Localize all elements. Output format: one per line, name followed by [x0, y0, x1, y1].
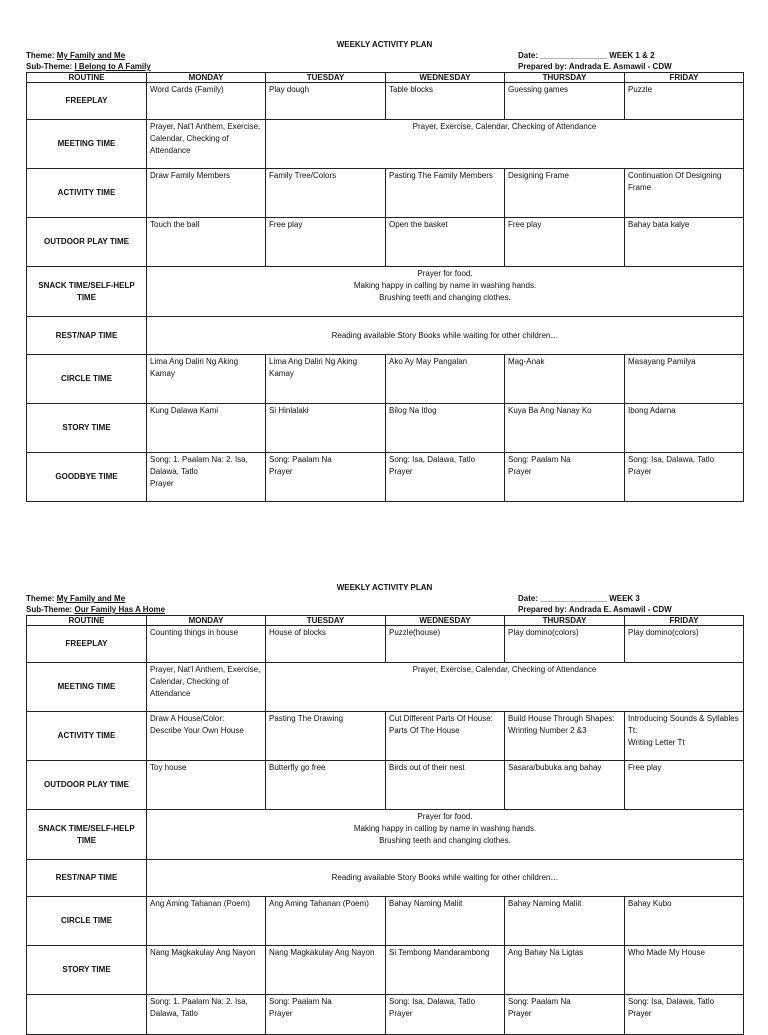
col-friday: FRIDAY	[625, 73, 744, 83]
table-row-rest	[27, 860, 744, 897]
col-wednesday: WEDNESDAY	[386, 73, 505, 83]
cell-wednesday	[386, 712, 505, 761]
cell-line: Wrinting Number 2 &3	[508, 726, 587, 735]
theme-value: My Family and Me	[56, 51, 126, 60]
cell-monday: Ang Aming Tahanan (Poem)	[147, 897, 266, 946]
cell-tuesday: Si Hinlalaki	[266, 404, 386, 453]
routine-cell: ACTIVITY TIME	[27, 169, 147, 218]
table-row-story	[27, 946, 744, 995]
subtheme-label: Sub-Theme:	[26, 605, 73, 614]
song-line: Song: Isa, Dalawa, Tatlo	[389, 997, 476, 1006]
snack-line: Brushing teeth and changing clothes.	[379, 293, 511, 302]
col-routine: ROUTINE	[27, 616, 147, 626]
song-line: Song: Paalam Na	[508, 455, 571, 464]
subtheme-value: I Belong to A Family	[74, 62, 151, 71]
subtheme-line	[26, 61, 151, 72]
routine-cell: STORY TIME	[27, 946, 147, 995]
cell-tuesday	[266, 712, 386, 761]
prayer-line: Prayer	[269, 1009, 293, 1018]
cell-all-days: Reading available Story Books while waiting for other children…	[147, 860, 744, 897]
routine-cell: FREEPLAY	[27, 83, 147, 120]
plan-header	[26, 50, 743, 72]
subtheme-line	[26, 604, 165, 615]
song-line: Song: Paalam Na	[508, 997, 571, 1006]
schedule-table	[26, 72, 744, 502]
prayer-line: Prayer	[389, 1009, 413, 1018]
cell-line: Build House Through Shapes:	[508, 714, 615, 723]
col-monday: MONDAY	[147, 616, 266, 626]
cell-line: Introducing Sounds & Syllables Tt:	[628, 714, 739, 735]
col-tuesday: TUESDAY	[266, 616, 386, 626]
cell-thursday: Play domino(colors)	[505, 626, 625, 663]
snack-line: Prayer for food.	[417, 269, 473, 278]
routine-cell: SNACK TIME/SELF-HELP TIME	[27, 267, 147, 317]
cell-all-days: Reading available Story Books while waiting for other children…	[147, 317, 744, 355]
table-row-goodbye	[27, 995, 744, 1035]
song-line: Song: 1. Paalam Na: 2. Isa, Dalawa, Tatlo	[150, 997, 248, 1018]
prayer-line: Prayer	[150, 479, 174, 488]
col-monday: MONDAY	[147, 73, 266, 83]
cell-thursday: Bahay Naming Maliit	[505, 897, 625, 946]
song-line: Song: Paalam Na	[269, 997, 332, 1006]
cell-monday: Prayer, Nat’l Anthem, Exercise, Calendar, Checking of Attendance	[147, 663, 266, 712]
cell-line: Pasting The Drawing	[269, 714, 344, 723]
cell-tuesday: Play dough	[266, 83, 386, 120]
theme-label: Theme:	[26, 51, 55, 60]
routine-cell: CIRCLE TIME	[27, 355, 147, 404]
table-row-snack	[27, 267, 744, 317]
cell-monday	[147, 995, 266, 1035]
song-line: Song: Isa, Dalawa, Tatlo	[389, 455, 476, 464]
cell-tuesday: Free play	[266, 218, 386, 267]
song-line: Song: 1. Paalam Na: 2. Isa, Dalawa, Tatlo	[150, 455, 248, 476]
cell-monday	[147, 712, 266, 761]
cell-thursday: Sasara/bubuka ang bahay	[505, 761, 625, 810]
routine-cell	[27, 995, 147, 1035]
plan-title: WEEKLY ACTIVITY PLAN	[336, 583, 433, 592]
cell-tuesday: Nang Magkakulay Ang Nayon	[266, 946, 386, 995]
cell-friday: Bahay bata kalye	[625, 218, 744, 267]
cell-all-days	[147, 267, 744, 317]
cell-monday: Prayer, Nat’l Anthem, Exercise, Calendar, Checking of Attendance	[147, 120, 266, 169]
col-thursday: THURSDAY	[505, 616, 625, 626]
cell-monday: Draw Family Members	[147, 169, 266, 218]
cell-wednesday: Pasting The Family Members	[386, 169, 505, 218]
routine-cell: REST/NAP TIME	[27, 317, 147, 355]
routine-cell: REST/NAP TIME	[27, 860, 147, 897]
cell-tuesday: Lima Ang Daliri Ng Aking Kamay	[266, 355, 386, 404]
cell-friday	[625, 712, 744, 761]
routine-cell: SNACK TIME/SELF-HELP TIME	[27, 810, 147, 860]
cell-wednesday: Table blocks	[386, 83, 505, 120]
theme-label: Theme:	[26, 594, 55, 603]
theme-line	[26, 50, 125, 61]
theme-value: My Family and Me	[56, 594, 126, 603]
col-thursday: THURSDAY	[505, 73, 625, 83]
cell-tuesday	[266, 995, 386, 1035]
cell-friday: Bahay Kubo	[625, 897, 744, 946]
table-row-activity	[27, 169, 744, 218]
cell-wednesday	[386, 453, 505, 502]
cell-thursday	[505, 453, 625, 502]
table-row-freeplay	[27, 83, 744, 120]
table-header-row	[27, 73, 744, 83]
table-row-goodbye	[27, 453, 744, 502]
theme-line	[26, 593, 125, 604]
table-row-outdoor	[27, 761, 744, 810]
cell-thursday: Guessing games	[505, 83, 625, 120]
routine-cell: ACTIVITY TIME	[27, 712, 147, 761]
table-row-activity	[27, 712, 744, 761]
cell-monday: Counting things in house	[147, 626, 266, 663]
table-row-circle	[27, 355, 744, 404]
table-header-row	[27, 616, 744, 626]
plan-title: WEEKLY ACTIVITY PLAN	[336, 40, 433, 49]
cell-all-days	[147, 810, 744, 860]
cell-tue-fri: Prayer, Exercise, Calendar, Checking of Attendance	[266, 663, 744, 712]
subtheme-value: Our Family Has A Home	[74, 605, 166, 614]
cell-tuesday: Butterfly go free	[266, 761, 386, 810]
prayer-line: Prayer	[628, 1009, 652, 1018]
table-row-freeplay	[27, 626, 744, 663]
cell-tue-fri: Prayer, Exercise, Calendar, Checking of Attendance	[266, 120, 744, 169]
cell-thursday: Designing Frame	[505, 169, 625, 218]
snack-line: Prayer for food.	[417, 812, 473, 821]
cell-thursday	[505, 712, 625, 761]
routine-cell: OUTDOOR PLAY TIME	[27, 761, 147, 810]
table-row-story	[27, 404, 744, 453]
cell-wednesday: Open the basket	[386, 218, 505, 267]
table-row-circle	[27, 897, 744, 946]
table-row-outdoor	[27, 218, 744, 267]
cell-monday: Word Cards (Family)	[147, 83, 266, 120]
cell-friday: Puzzle	[625, 83, 744, 120]
plan-header	[26, 593, 743, 615]
cell-wednesday: Si Tembong Mandarambong	[386, 946, 505, 995]
prayer-line: Prayer	[508, 1009, 532, 1018]
cell-monday	[147, 453, 266, 502]
cell-thursday: Kuya Ba Ang Nanay Ko	[505, 404, 625, 453]
cell-thursday: Ang Bahay Na Ligtas	[505, 946, 625, 995]
cell-tuesday: House of blocks	[266, 626, 386, 663]
cell-line: Writing Letter Tt	[628, 738, 685, 747]
routine-cell: STORY TIME	[27, 404, 147, 453]
snack-line: Brushing teeth and changing clothes.	[379, 836, 511, 845]
cell-monday: Touch the ball	[147, 218, 266, 267]
cell-wednesday: Birds out of their nest	[386, 761, 505, 810]
cell-tuesday	[266, 453, 386, 502]
cell-monday: Kung Dalawa Kami	[147, 404, 266, 453]
prepared-by-line: Prepared by: Andrada E. Asmawil - CDW	[518, 62, 672, 71]
cell-friday: Continuation Of Designing Frame	[625, 169, 744, 218]
table-row-rest	[27, 317, 744, 355]
col-routine: ROUTINE	[27, 73, 147, 83]
cell-friday: Ibong Adarna	[625, 404, 744, 453]
routine-cell: GOODBYE TIME	[27, 453, 147, 502]
snack-line: Making happy in calling by name in washing hands.	[353, 824, 537, 833]
cell-tuesday: Family Tree/Colors	[266, 169, 386, 218]
routine-cell: OUTDOOR PLAY TIME	[27, 218, 147, 267]
cell-friday: Free play	[625, 761, 744, 810]
song-line: Song: Paalam Na	[269, 455, 332, 464]
weekly-plan-2	[26, 582, 743, 1035]
date-line: Date: _______________ WEEK 1 & 2	[518, 51, 655, 60]
col-friday: FRIDAY	[625, 616, 744, 626]
cell-wednesday	[386, 995, 505, 1035]
schedule-table	[26, 615, 744, 1035]
cell-tuesday: Ang Aming Tahanan (Poem)	[266, 897, 386, 946]
cell-thursday: Mag-Anak	[505, 355, 625, 404]
routine-cell: MEETING TIME	[27, 663, 147, 712]
weekly-plan-1	[26, 39, 743, 502]
cell-friday	[625, 995, 744, 1035]
song-line: Song: Isa, Dalawa, Tatlo	[628, 455, 715, 464]
cell-wednesday: Bahay Naming Maliit	[386, 897, 505, 946]
cell-line: Cut Different Parts Of House:	[389, 714, 493, 723]
prayer-line: Prayer	[269, 467, 293, 476]
cell-friday: Masayang Pamilya	[625, 355, 744, 404]
snack-line: Making happy in calling by name in washing hands.	[353, 281, 537, 290]
song-line: Song: Isa, Dalawa, Tatlo	[628, 997, 715, 1006]
cell-wednesday: Bilog Na Itlog	[386, 404, 505, 453]
cell-wednesday: Puzzle(house)	[386, 626, 505, 663]
date-line: Date: _______________ WEEK 3	[518, 594, 640, 603]
cell-line: Describe Your Own House	[150, 726, 244, 735]
cell-friday: Play domino(colors)	[625, 626, 744, 663]
cell-thursday	[505, 995, 625, 1035]
cell-line: Parts Of The House	[389, 726, 460, 735]
prayer-line: Prayer	[508, 467, 532, 476]
cell-monday: Lima Ang Daliri Ng Aking Kamay	[147, 355, 266, 404]
table-row-meeting	[27, 120, 744, 169]
routine-cell: MEETING TIME	[27, 120, 147, 169]
cell-monday: Toy house	[147, 761, 266, 810]
cell-line: Draw A House/Color:	[150, 714, 225, 723]
col-tuesday: TUESDAY	[266, 73, 386, 83]
table-row-meeting	[27, 663, 744, 712]
prepared-by-line: Prepared by: Andrada E. Asmawil - CDW	[518, 605, 672, 614]
table-row-snack	[27, 810, 744, 860]
cell-friday	[625, 453, 744, 502]
col-wednesday: WEDNESDAY	[386, 616, 505, 626]
cell-wednesday: Ako Ay May Pangalan	[386, 355, 505, 404]
subtheme-label: Sub-Theme:	[26, 62, 73, 71]
prayer-line: Prayer	[389, 467, 413, 476]
cell-friday: Who Made My House	[625, 946, 744, 995]
prayer-line: Prayer	[628, 467, 652, 476]
routine-cell: FREEPLAY	[27, 626, 147, 663]
cell-monday: Nang Magkakulay Ang Nayon	[147, 946, 266, 995]
cell-thursday: Free play	[505, 218, 625, 267]
routine-cell: CIRCLE TIME	[27, 897, 147, 946]
